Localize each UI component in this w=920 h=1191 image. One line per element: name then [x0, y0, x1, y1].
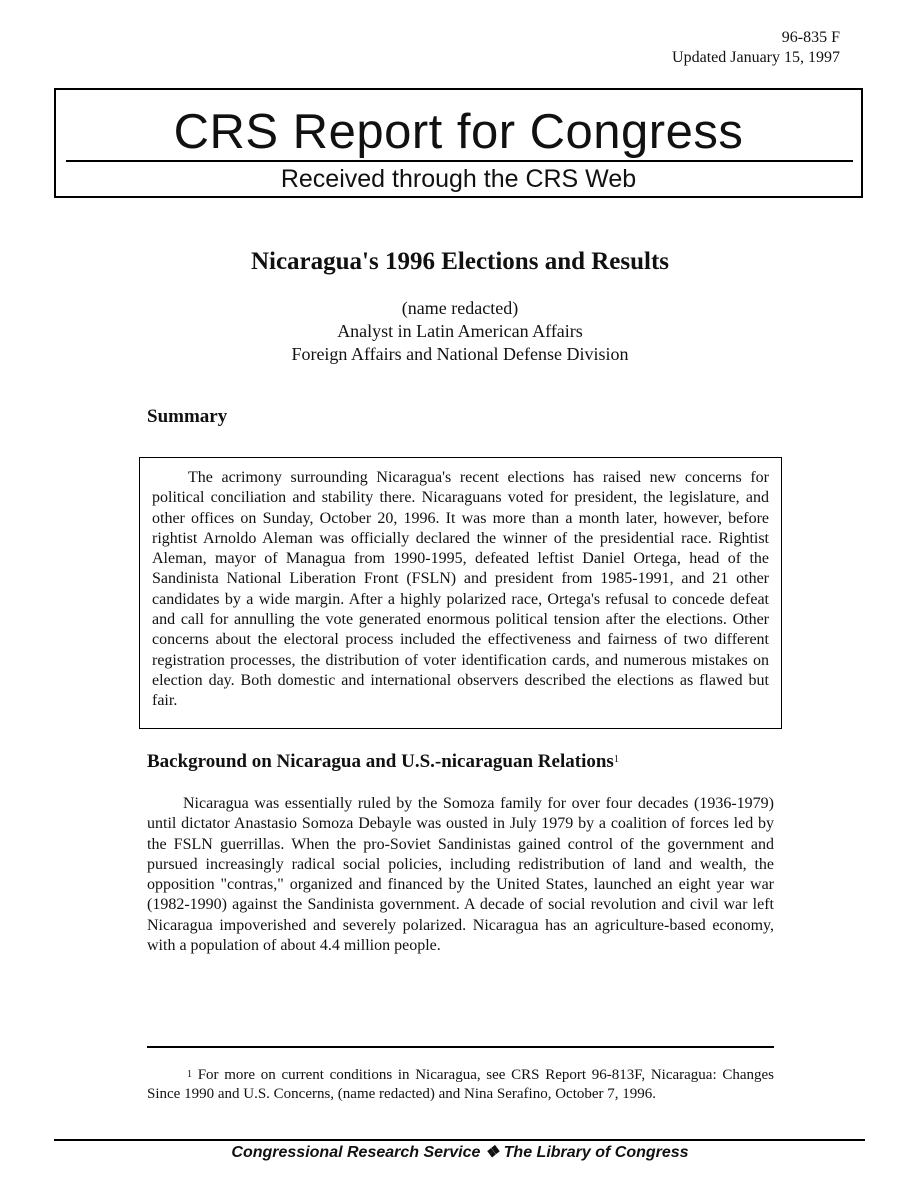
background-heading-text: Background on Nicaragua and U.S.-nicaraguan Relations [147, 751, 614, 772]
footnote-marker: 1 [187, 1069, 192, 1080]
author-block [0, 297, 920, 366]
author-name: (name redacted) [401, 298, 519, 318]
banner-divider [66, 160, 853, 162]
background-section [147, 794, 774, 956]
summary-text: The acrimony surrounding Nicaragua's recent elections has raised new concerns for political conciliation and stability there. Nicaraguans voted for president, the legislature, and other offices on Sunday, October 20, 1996. It was more than a month later, however, before rightist Arnoldo Aleman was officially declared the winner of the presidential race. Rightist Aleman, mayor of Managua from 1990-1995, defeated leftist Daniel Ortega, head of the Sandinista National Liberation Front (FSLN) and president from 1985-1991, and 21 other candidates by a wide margin. After a highly polarized race, Ortega's refusal to concede defeat and call for annulling the vote generated enormous political tension after the elections. Other concerns about the electoral process included the effectiveness and fairness of two different registration processes, the distribution of voter identification cards, and numerous mistakes on election day. Both domestic and international observers described the elections as flawed but fair. [152, 469, 769, 710]
crs-banner [54, 88, 863, 198]
report-number: 96-835 F [781, 29, 840, 46]
document-id [672, 28, 840, 68]
banner-subtitle: Received through the CRS Web [280, 165, 637, 193]
report-title: Nicaragua's 1996 Elections and Results [250, 248, 670, 275]
footnote-reference: 1 [613, 754, 619, 765]
background-heading [147, 750, 619, 774]
banner-title: CRS Report for Congress [173, 105, 744, 159]
summary-box [139, 457, 782, 729]
footer-divider [54, 1139, 865, 1141]
background-paragraph: Nicaragua was essentially ruled by the Somoza family for over four decades (1936-1979) until dictator Anastasio Somoza Debayle was ousted in July 1979 by a coalition of forces led by the FSLN guerrillas. When the pro-Soviet Sandinistas gained control of the government and pursued increasingly radical social policies, including redistribution of land and wealth, the opposition "contras," organized and financed by the United States, launched an eight year war (1982-1990) against the Sandinista government. A decade of social revolution and civil war left Nicaragua impoverished and severely polarized. Nicaragua has an agriculture-based economy, with a population of about 4.4 million people. [147, 795, 774, 955]
author-division: Foreign Affairs and National Defense Division [291, 344, 629, 364]
footnote-paragraph [147, 1066, 774, 1104]
page-footer: Congressional Research Service ❖ The Library of Congress [231, 1144, 689, 1161]
footnote [147, 1066, 774, 1104]
updated-date: Updated January 15, 1997 [672, 49, 840, 66]
footnote-divider [147, 1046, 774, 1048]
author-role: Analyst in Latin American Affairs [337, 321, 583, 341]
footnote-text: For more on current conditions in Nicaragua, see CRS Report 96-813F, Nicaragua: Changes Since 1990 and U.S. Concerns, (name redacted) and Nina Serafino, October 7, 1996. [147, 1067, 774, 1102]
summary-heading: Summary [147, 406, 228, 427]
